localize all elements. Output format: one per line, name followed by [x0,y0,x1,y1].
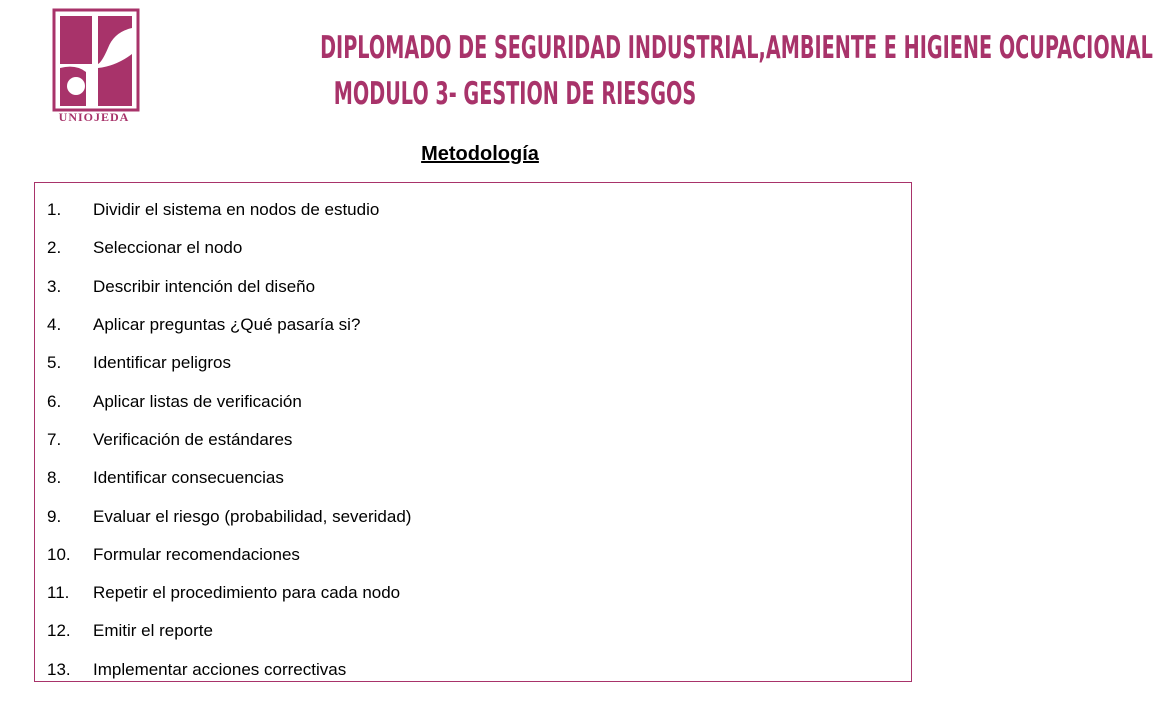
module-title: MODULO 3- GESTION DE RIESGOS [333,76,697,112]
list-item [35,536,911,574]
step-number: 2. [47,238,62,258]
step-number: 8. [47,468,62,488]
step-text: Implementar acciones correctivas [93,659,347,679]
step-number: 6. [47,391,62,411]
step-number: 12. [47,621,71,641]
step-number: 7. [47,429,62,449]
list-item [35,229,911,267]
step-number: 13. [47,659,71,679]
step-number: 1. [47,200,62,220]
list-item [35,497,911,535]
diploma-title: DIPLOMADO DE SEGURIDAD INDUSTRIAL,AMBIENTE E HIGIENE OCUPACIONAL [320,30,1153,66]
step-text: Verificación de estándares [93,429,293,449]
list-item [35,421,911,459]
step-text: Seleccionar el nodo [93,238,243,258]
step-text: Aplicar listas de verificación [93,391,302,411]
steps-list [35,183,911,689]
step-text: Describir intención del diseño [93,276,316,296]
step-text: Formular recomendaciones [93,544,300,564]
steps-box [34,182,912,682]
step-text: Identificar peligros [93,353,231,373]
list-item [35,344,911,382]
logo-text: UNIOJEDA [58,110,130,124]
step-number: 9. [47,506,62,526]
step-text: Repetir el procedimiento para cada nodo [93,583,401,603]
step-number: 3. [47,276,62,296]
list-item [35,191,911,229]
list-item [35,459,911,497]
step-text: Evaluar el riesgo (probabilidad, severidad) [93,506,412,526]
list-item [35,382,911,420]
step-text: Emitir el reporte [93,621,213,641]
list-item [35,612,911,650]
list-item [35,268,911,306]
step-number: 10. [47,544,71,564]
step-number: 4. [47,315,62,335]
list-item [35,651,911,689]
section-title: Metodología [421,143,539,165]
step-text: Aplicar preguntas ¿Qué pasaría si? [93,315,361,335]
uniojeda-logo [52,8,140,120]
list-item [35,574,911,612]
step-number: 11. [47,583,70,603]
step-text: Dividir el sistema en nodos de estudio [93,200,380,220]
list-item [35,306,911,344]
step-number: 5. [47,353,62,373]
step-text: Identificar consecuencias [93,468,284,488]
